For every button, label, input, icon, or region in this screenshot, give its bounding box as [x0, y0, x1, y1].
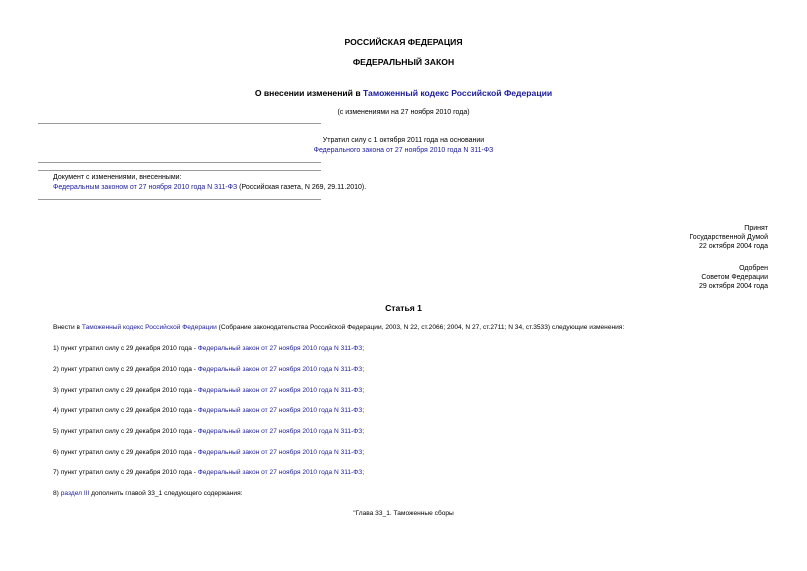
divider	[38, 123, 321, 124]
item-text: 5) пункт утратил силу с 29 декабря 2010 года -	[53, 428, 198, 435]
federal-law-311-link[interactable]: Федеральный закон от 27 ноября 2010 года N 311-ФЗ	[197, 407, 363, 414]
approved-label: Одобрен	[739, 265, 768, 272]
expired-link-line	[0, 146, 807, 155]
adoption-accepted	[689, 224, 768, 251]
intro-before: Внести в	[53, 324, 82, 331]
item-suffix: ;	[362, 345, 365, 352]
item-text: 7) пункт утратил силу с 29 декабря 2010 года -	[53, 469, 198, 476]
divider	[38, 170, 321, 171]
list-item	[53, 406, 364, 415]
item-suffix: ;	[362, 407, 365, 414]
amendments-intro: Документ с изменениями, внесенными:	[53, 174, 182, 181]
federal-law-311-link[interactable]: Федерального закона от 27 ноября 2010 года N 311-ФЗ	[313, 147, 494, 154]
title-prefix: О внесении изменений в	[254, 88, 364, 98]
item-suffix: ;	[362, 449, 365, 456]
item-text: 1) пункт утратил силу с 29 декабря 2010 года -	[53, 345, 198, 352]
accepted-label: Принят	[744, 225, 768, 232]
page-title	[0, 88, 807, 98]
amended-note: (с изменениями на 27 ноября 2010 года)	[337, 109, 470, 116]
divider	[38, 199, 321, 200]
law-type-heading: ФЕДЕРАЛЬНЫЙ ЗАКОН	[352, 57, 455, 67]
amendments-line	[53, 183, 366, 192]
article-heading: Статья 1	[385, 303, 422, 313]
list-item	[53, 344, 364, 353]
accepted-body: Государственной Думой	[689, 234, 768, 241]
item-suffix: ;	[362, 469, 365, 476]
item-text: 2) пункт утратил силу с 29 декабря 2010 года -	[53, 366, 198, 373]
approved-body: Советом Федерации	[701, 274, 768, 281]
federal-law-311-link[interactable]: Федеральным законом от 27 ноября 2010 года N 311-ФЗ	[53, 184, 238, 191]
approved-date: 29 октября 2004 года	[699, 283, 768, 290]
chapter-heading: "Глава 33_1. Таможенные сборы	[353, 510, 454, 517]
intro-after: (Собрание законодательства Российской Федерации, 2003, N 22, ст.2066; 2004, N 27, ст.2711; N 34, ст.3533) следующие изменения:	[216, 324, 625, 331]
list-item	[53, 386, 364, 395]
federal-law-311-link[interactable]: Федеральный закон от 27 ноября 2010 года N 311-ФЗ	[197, 428, 363, 435]
article-intro	[53, 323, 624, 332]
amendments-source: (Российская газета, N 269, 29.11.2010).	[237, 184, 367, 191]
item-text: дополнить главой 33_1 следующего содержания:	[89, 490, 243, 497]
accepted-date: 22 октября 2004 года	[699, 243, 768, 250]
divider	[38, 162, 321, 163]
federal-law-311-link[interactable]: Федеральный закон от 27 ноября 2010 года N 311-ФЗ	[197, 469, 363, 476]
item-suffix: ;	[362, 387, 365, 394]
list-item	[53, 468, 364, 477]
item-suffix: ;	[362, 428, 365, 435]
item-suffix: ;	[362, 366, 365, 373]
item-text: 4) пункт утратил силу с 29 декабря 2010 года -	[53, 407, 198, 414]
customs-code-link[interactable]: Таможенный кодекс Российской Федерации	[81, 324, 217, 331]
customs-code-link[interactable]: Таможенный кодекс Российской Федерации	[363, 88, 553, 98]
item-text: 8)	[53, 490, 61, 497]
list-item	[53, 489, 243, 498]
expired-line: Утратил силу с 1 октября 2011 года на основании	[322, 137, 485, 144]
adoption-approved	[699, 264, 768, 291]
country-heading: РОССИЙСКАЯ ФЕДЕРАЦИЯ	[344, 37, 463, 47]
list-item	[53, 365, 364, 374]
federal-law-311-link[interactable]: Федеральный закон от 27 ноября 2010 года N 311-ФЗ	[197, 449, 363, 456]
federal-law-311-link[interactable]: Федеральный закон от 27 ноября 2010 года N 311-ФЗ	[197, 366, 363, 373]
list-item	[53, 448, 364, 457]
item-text: 6) пункт утратил силу с 29 декабря 2010 года -	[53, 449, 198, 456]
item-text: 3) пункт утратил силу с 29 декабря 2010 года -	[53, 387, 198, 394]
federal-law-311-link[interactable]: Федеральный закон от 27 ноября 2010 года N 311-ФЗ	[197, 387, 363, 394]
federal-law-311-link[interactable]: Федеральный закон от 27 ноября 2010 года N 311-ФЗ	[197, 345, 363, 352]
section-iii-link[interactable]: раздел III	[60, 490, 90, 497]
list-item	[53, 427, 364, 436]
